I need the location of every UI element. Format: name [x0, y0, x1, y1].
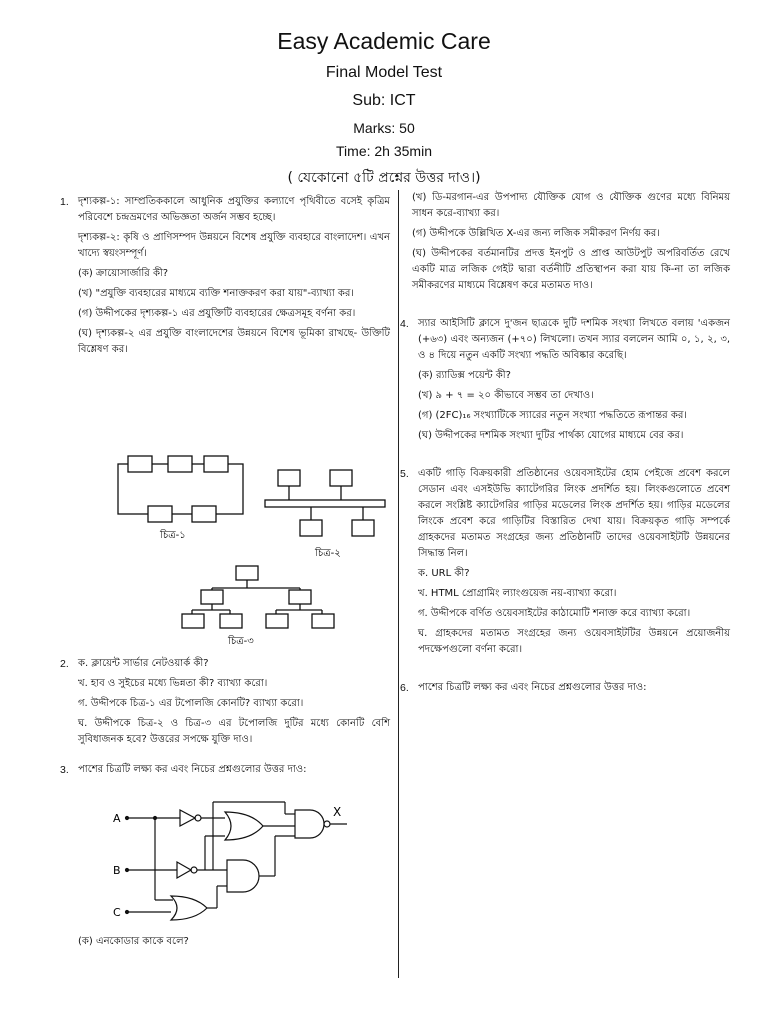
question-2 — [60, 656, 390, 748]
exam-marks: Marks: 50 — [353, 120, 415, 136]
question-number: 5. — [400, 468, 409, 480]
sub-question-ka: (ক) র‍্যাডিক্স পয়েন্ট কী? — [418, 370, 511, 381]
right-column — [400, 190, 730, 700]
sub-question-ga: (গ) উদ্দীপকে উল্লিখিত X-এর জন্য লজিক সমীকরণ নির্ণয় কর। — [412, 228, 660, 239]
question-5 — [400, 466, 730, 658]
sub-question-ka: (ক) ক্রায়োসার্জারি কী? — [78, 268, 169, 279]
left-column-lower — [60, 656, 390, 782]
input-a-label: A — [113, 812, 121, 825]
sub-question-kha: (খ) "প্রযুক্তি ব্যবহারের মাধ্যমে ব্যক্তি শনাক্তকরণ করা যায়"-ব্যাখ্যা কর। — [78, 288, 354, 299]
exam-time: Time: 2h 35min — [336, 143, 432, 159]
figure-3-label: চিত্র-৩ — [228, 636, 254, 647]
input-c-label: C — [113, 906, 121, 919]
sub-question-ka: (ক) এনকোডার কাকে বলে? — [78, 936, 189, 947]
output-x-label: X — [333, 805, 342, 819]
question-text: পাশের চিত্রটি লক্ষ্য কর এবং নিচের প্রশ্নগুলোর উত্তর দাও: — [78, 764, 307, 775]
sub-question-gha: (ঘ) উদ্দীপকের বর্তমানটির প্রদত্ত ইনপুট ও প্রাপ্ত আউটপুট অপরিবর্তিত রেখে একটি মাত্র লজিক গেইট দ্বারা বর্তনীটি প্রতিস্থাপন করা যায় কি-না তা লজিক সমীকরণের মাধ্যমে বিশ্লেষণ করে মতামত দাও। — [412, 248, 730, 291]
exam-subject: Sub: ICT — [352, 92, 416, 109]
sub-question-ka: ক. ক্লায়েন্ট সার্ভার নেটওয়ার্ক কী? — [78, 658, 209, 669]
left-column — [60, 194, 390, 362]
sub-question-gha: ঘ. উদ্দীপকে চিত্র-২ ও চিত্র-৩ এর টপোলজি দুটির মধ্যে কোনটি বেশি সুবিধাজনক হবে? উত্তরের সপক্ষে যুক্তি দাও। — [78, 718, 390, 745]
figure-1-label: চিত্র-১ — [160, 530, 186, 541]
network-topology-figures — [100, 448, 390, 648]
question-text: একটি গাড়ি বিক্রয়কারী প্রতিষ্ঠানের ওয়েবসাইটের হোম পেইজে প্রবেশ করলে সেডান এবং এসইউভি ক্যাটেগরির লিংক প্রদর্শিত হয়। লিংকগুলোতে প্রবেশ করলে সংশ্লিষ্ট ক্যাটেগরির গাড়ির মডেলের লিংক প্রদর্শিত হয়। গাড়ির মডেলের লিংকে প্রবেশ করে গাড়িটির বিস্তারিত দেখা যায়। বিক্রয়কৃত গাড়ি সম্পর্কে গ্রাহকদের মতামত সংগ্রহের জন্য প্রতিষ্ঠানটি তাদের ওয়েবসাইটটি উন্নয়নের সিদ্ধান্ত নিল। — [418, 468, 730, 559]
question-3-continued — [412, 190, 730, 294]
ring-topology-diagram — [118, 456, 243, 522]
bus-topology-diagram — [265, 470, 385, 536]
question-4 — [400, 316, 730, 444]
exam-subtitle: Final Model Test — [325, 64, 443, 81]
sub-question-kha: (খ) ৯ + ৭ = ২০ কীভাবে সম্ভব তা দেখাও। — [418, 390, 594, 401]
question-number: 4. — [400, 318, 409, 330]
question-text: দৃশ্যকল্প-১: সাম্প্রতিককালে আধুনিক প্রযুক্তির কল্যাণে পৃথিবীতে বসেই কৃত্রিম পরিবেশে চন্দ্রভ্রমণের অভিজ্ঞতা অর্জন সম্ভব হচ্ছে। — [78, 196, 390, 223]
sub-question-gha: (ঘ) উদ্দীপকের দশমিক সংখ্যা দুটির পার্থক্য যোগের মাধ্যমে বের কর। — [418, 430, 684, 441]
sub-question-gha: ঘ. গ্রাহকদের মতামত সংগ্রহের জন্য ওয়েবসাইটটির উন্নয়নে প্রয়োজনীয় পদক্ষেপগুলো বর্ণনা করো। — [418, 628, 730, 655]
question-number: 3. — [60, 764, 69, 776]
sub-question-kha: খ. HTML প্রোগ্রামিং ল্যাংগুয়েজ নয়-ব্যাখ্যা করো। — [418, 588, 617, 599]
sub-question-kha: খ. হাব ও সুইচের মধ্যে ভিন্নতা কী? ব্যাখ্যা করো। — [78, 678, 268, 689]
exam-title: Easy Academic Care — [277, 28, 491, 54]
sub-question-ga: (গ) (2FC)₁₆ সংখ্যাটিকে স্যারের নতুন সংখ্যা পদ্ধতিতে রূপান্তর কর। — [418, 410, 687, 421]
tree-topology-diagram — [182, 566, 334, 628]
sub-question-ga: গ. উদ্দীপকে বর্ণিত ওয়েবসাইটের কাঠামোটি শনাক্ত করে ব্যাখ্যা করো। — [418, 608, 691, 619]
left-column-bottom — [78, 934, 390, 954]
sub-question-ga: গ. উদ্দীপকে চিত্র-১ এর টপোলজি কোনটি? ব্যাখ্যা করো। — [78, 698, 304, 709]
input-b-label: B — [113, 864, 121, 877]
question-number: 2. — [60, 658, 69, 670]
sub-question-kha: (খ) ডি-মরগান-এর উপপাদ্য যৌক্তিক যোগ ও যৌক্তিক গুণের মধ্যে বিনিময় সাধন করে-ব্যাখ্যা কর। — [412, 192, 730, 219]
figure-2-label: চিত্র-২ — [315, 548, 341, 559]
sub-question-ka: ক. URL কী? — [418, 568, 470, 579]
question-number: 6. — [400, 682, 409, 694]
sub-question-gha: (ঘ) দৃশ্যকল্প-২ এর প্রযুক্তি বাংলাদেশের উন্নয়নে বিশেষ ভূমিকা রাখছে- উক্তিটি বিশ্লেষণ কর। — [78, 328, 390, 355]
question-number: 1. — [60, 196, 69, 208]
exam-instruction: ( যেকোনো ৫টি প্রশ্নের উত্তর দাও।) — [287, 170, 481, 186]
question-6 — [400, 680, 730, 696]
logic-circuit-diagram — [105, 796, 385, 926]
question-text: স্যার আইসিটি ক্লাসে দু'জন ছাত্রকে দুটি দশমিক সংখ্যা লিখতে বলায় 'একজন (+৬৩) এবং অন্যজন (+৭০) লিখলো। তখন স্যার বললেন আমি ০, ১, ২, ৩, ও ৪ দিয়ে নতুন একটি সংখ্যা পদ্ধতি অবিষ্কার করেছি। — [418, 318, 730, 361]
question-text: পাশের চিত্রটি লক্ষ্য কর এবং নিচের প্রশ্নগুলোর উত্তর দাও: — [418, 682, 647, 693]
sub-question-ga: (গ) উদ্দীপকের দৃশ্যকল্প-১ এর প্রযুক্তিটি ব্যবহারের ক্ষেত্রসমূহ বর্ণনা কর। — [78, 308, 356, 319]
question-3 — [60, 762, 390, 778]
question-1 — [60, 194, 390, 358]
question-text: দৃশ্যকল্প-২: কৃষি ও প্রাণিসম্পদ উন্নয়নে বিশেষ প্রযুক্তি ব্যবহারে বাংলাদেশ। এখন খাদ্যে স্বয়ংসম্পূর্ণ। — [78, 232, 390, 259]
column-divider — [398, 190, 399, 978]
